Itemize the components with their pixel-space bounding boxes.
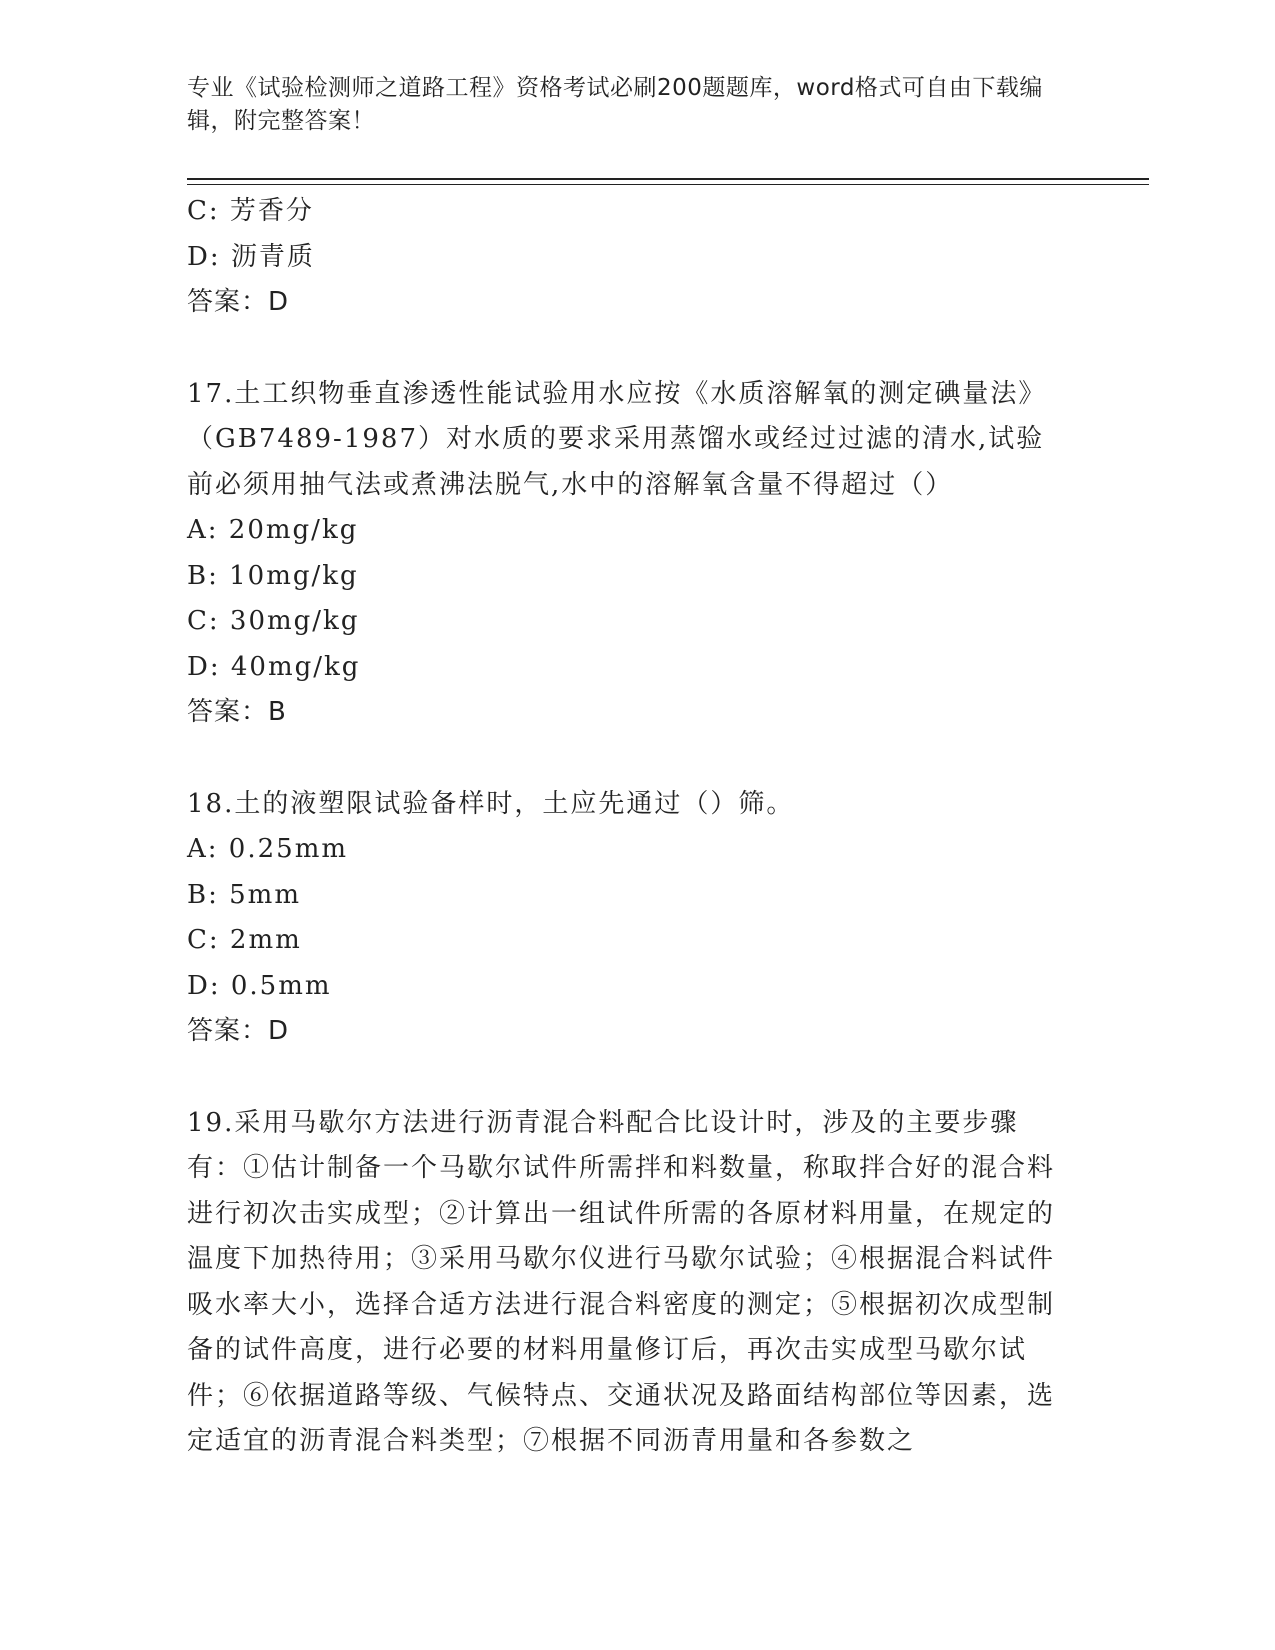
q19-stem: 19.采用马歇尔方法进行沥青混合料配合比设计时，涉及的主要步骤有：①估计制备一个马歇尔试件所需拌和料数量，称取拌合好的混合料进行初次击实成型；②计算出一组试件所需的各原材料用量，在规定的温度下加热待用；③采用马歇尔仪进行马歇尔试验；④根据混合料试件吸水率大小，选择合适方法进行混合料密度的测定；⑤根据初次成型制备的试件高度，进行必要的材料用量修订后，再次击实成型马歇尔试件；⑥依据道路等级、气候特点、交通状况及路面结构部位等因素，选定适宜的沥青混合料类型；⑦根据不同沥青用量和各参数之 xyxy=(187,1107,1056,1456)
q18-option-d: D: 0.5mm xyxy=(187,970,332,1001)
page-header: 专业《试验检测师之道路工程》资格考试必刷200题题库，word格式可自由下载编辑，附完整答案！ xyxy=(187,75,1043,134)
q16-option-d: D: 沥青质 xyxy=(187,241,315,272)
q17-option-d: D: 40mg/kg xyxy=(187,651,361,682)
q17-option-a: A: 20mg/kg xyxy=(187,515,359,545)
spacer xyxy=(187,1055,1067,1101)
q16-answer: 答案：D xyxy=(187,287,290,317)
spacer xyxy=(187,736,1067,782)
q17-option-c: C: 30mg/kg xyxy=(187,606,360,636)
q18-stem: 18.土的液塑限试验备样时，土应先通过（）筛。 xyxy=(187,788,795,819)
q16-option-c: C: 芳香分 xyxy=(187,196,314,226)
q18-option-c: C: 2mm xyxy=(187,925,302,955)
q18-option-b: B: 5mm xyxy=(187,879,301,910)
q17-answer: 答案：B xyxy=(187,697,287,727)
q18-option-a: A: 0.25mm xyxy=(187,834,348,864)
header-divider-thin xyxy=(187,184,1149,185)
header-divider-thick xyxy=(187,178,1149,180)
question-content xyxy=(187,189,1067,1465)
spacer xyxy=(187,326,1067,372)
q18-answer: 答案：D xyxy=(187,1016,290,1046)
q17-option-b: B: 10mg/kg xyxy=(187,560,359,591)
q17-stem: 17.土工织物垂直渗透性能试验用水应按《水质溶解氧的测定碘量法》（GB7489-1987）对水质的要求采用蒸馏水或经过过滤的清水,试验前必须用抽气法或煮沸法脱气,水中的溶解氧含量不得超过（） xyxy=(187,378,1047,500)
